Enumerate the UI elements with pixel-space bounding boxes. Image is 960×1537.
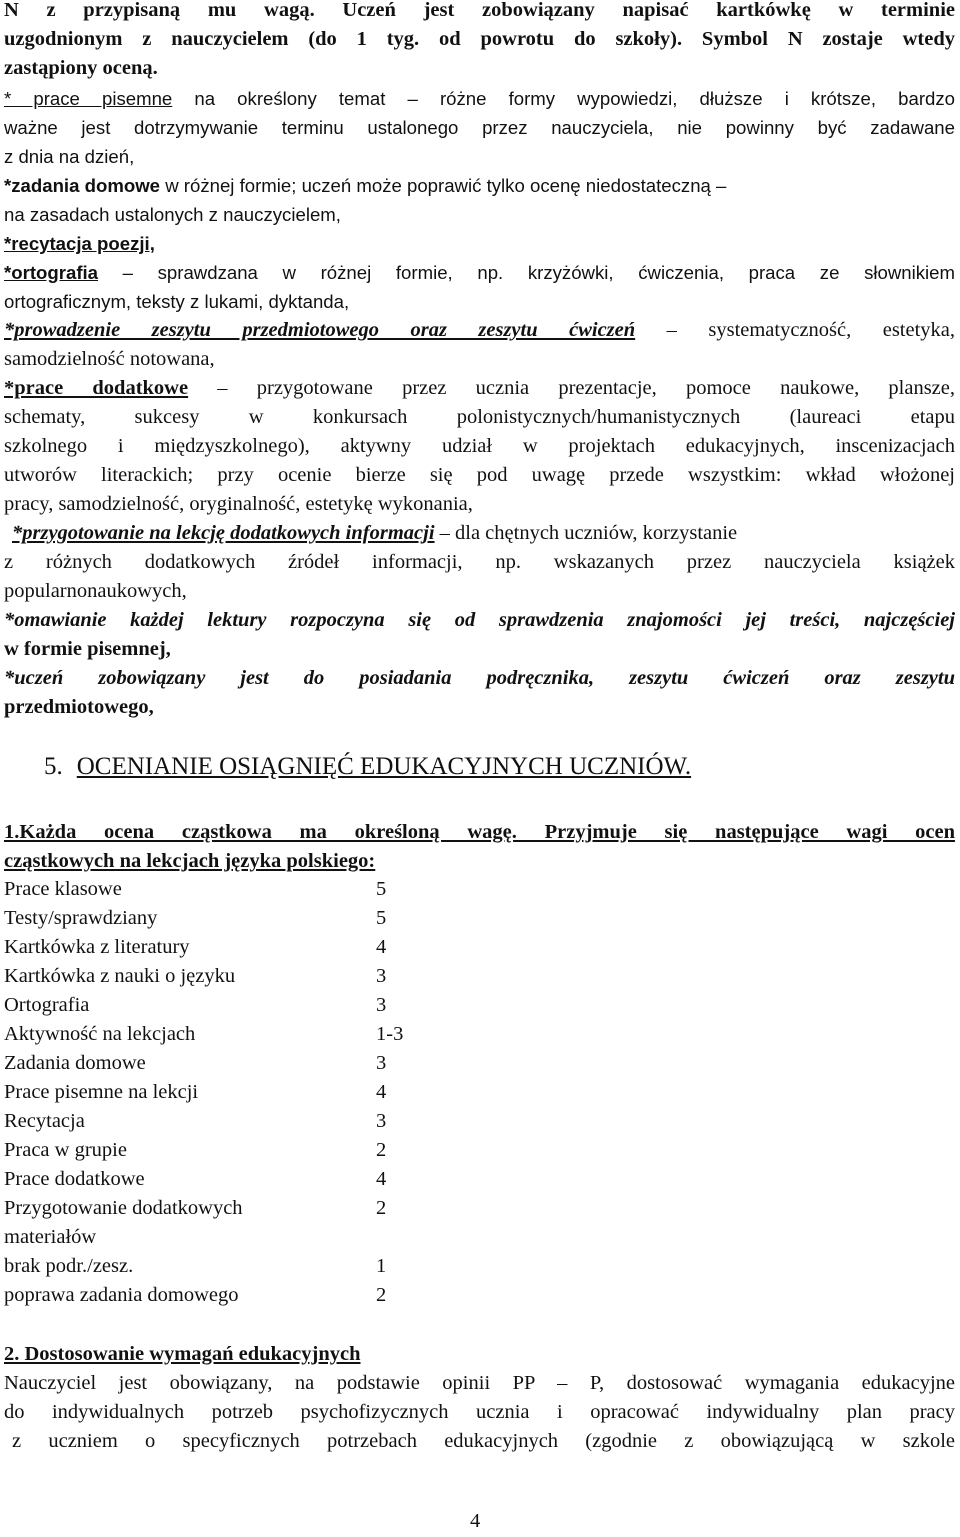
- intro-line-2: uzgodnionym z nauczycielem (do 1 tyg. od powrotu do szkoły). Symbol N zostaje wtedy: [4, 28, 955, 50]
- item-prace-dodatkowe: [4, 374, 955, 403]
- weight-row: [4, 1281, 464, 1310]
- intro-line-1: N z przypisaną mu wagą. Uczeń jest zobowiązany napisać kartkówkę w terminie: [4, 0, 955, 21]
- weight-label: [4, 1049, 344, 1078]
- weight-row: [4, 962, 464, 991]
- zadania-domowe-text: w różnej formie; uczeń może poprawić tylko ocenę niedostateczną –: [165, 175, 727, 196]
- weight-label: [4, 1281, 344, 1310]
- prace-pisemne-label: * prace pisemne: [4, 88, 173, 109]
- weight-label: [4, 1020, 344, 1049]
- weight-label-text: Prace klasowe: [4, 878, 122, 900]
- weight-value: 2: [376, 1139, 387, 1161]
- weight-value: 3: [376, 994, 387, 1016]
- prace-dodatkowe-line-2: schematy, sukcesy w konkursach polonistycznych/humanistycznych (laureaci etapu: [4, 406, 955, 428]
- section-5-heading: [44, 750, 691, 784]
- weight-value: 1-3: [376, 1023, 404, 1045]
- item-lektury: *omawianie każdej lektury rozpoczyna się od sprawdzenia znajomości jej treści, najczęściej: [4, 609, 955, 631]
- prace-dodatkowe-line-5: pracy, samodzielność, oryginalność, estetykę wykonania,: [4, 493, 473, 515]
- subsection-2-line-2: do indywidualnych potrzeb psychofizycznych ucznia i opracować indywidualny plan pracy: [4, 1401, 955, 1423]
- ortografia-text: – sprawdzana w różnej formie, np. krzyżówki, ćwiczenia, praca ze słownikiem: [122, 262, 955, 283]
- prace-dodatkowe-line-3: szkolnego i międzyszkolnego), aktywny udział w projektach edukacyjnych, inscenizacjach: [4, 435, 955, 457]
- weight-label: [4, 1252, 344, 1281]
- weight-value: 2: [376, 1197, 387, 1219]
- przygotowanie-text: – dla chętnych uczniów, korzystanie: [439, 522, 738, 544]
- zadania-domowe-line-2: na zasadach ustalonych z nauczycielem,: [4, 204, 341, 225]
- weight-row: [4, 904, 464, 933]
- weight-label-text: Recytacja: [4, 1110, 85, 1132]
- subsection-1-line-1: 1.Każda ocena cząstkowa ma określoną wagę. Przyjmuje się następujące wagi ocen: [4, 821, 955, 843]
- weight-row: [4, 875, 464, 904]
- prace-dodatkowe-text: – przygotowane przez ucznia prezentacje, pomoce naukowe, plansze,: [217, 377, 955, 399]
- weight-label: [4, 875, 344, 904]
- weight-value: 5: [376, 907, 387, 929]
- weight-row: [4, 1020, 464, 1049]
- item-zadania-domowe: [4, 171, 955, 200]
- weight-value: 3: [376, 965, 387, 987]
- weight-label: [4, 1194, 344, 1252]
- prace-pisemne-line-3: z dnia na dzień,: [4, 146, 135, 167]
- weight-label-text: Zadania domowe: [4, 1052, 146, 1074]
- weight-label-text: Prace dodatkowe: [4, 1168, 145, 1190]
- weight-label-text: Przygotowanie dodatkowych: [4, 1197, 243, 1219]
- prace-pisemne-text: na określony temat – różne formy wypowiedzi, dłuższe i krótsze, bardzo: [194, 88, 955, 109]
- weight-value: 5: [376, 878, 387, 900]
- weight-label-text: Praca w grupie: [4, 1139, 127, 1161]
- item-prace-pisemne: [4, 84, 955, 113]
- prace-dodatkowe-label: *prace dodatkowe: [4, 377, 189, 399]
- weight-row: [4, 1049, 464, 1078]
- weight-label-text: Ortografia: [4, 994, 90, 1016]
- weights-list: [4, 875, 464, 1310]
- item-przygotowanie: [4, 519, 960, 548]
- ortografia-label: *ortografia: [4, 262, 99, 283]
- zeszyt-label: *prowadzenie zeszytu przedmiotowego oraz zeszytu ćwiczeń: [4, 319, 636, 341]
- weight-row: [4, 1194, 464, 1252]
- subsection-2-line-3: z uczniem o specyficznych potrzebach edukacyjnych (zgodnie z obowiązującą w szkole: [12, 1430, 955, 1452]
- weight-row: [4, 1078, 464, 1107]
- intro-line-3: zastąpiony oceną.: [4, 57, 158, 79]
- podrecznik-line-2: przedmiotowego,: [4, 696, 154, 718]
- weight-label-text: Prace pisemne na lekcji: [4, 1081, 199, 1103]
- weight-row: [4, 1165, 464, 1194]
- weight-row: [4, 933, 464, 962]
- weight-value: 3: [376, 1110, 387, 1132]
- weight-value: 4: [376, 1081, 387, 1103]
- weight-label-text: brak podr./zesz.: [4, 1255, 134, 1277]
- weight-label-text: poprawa zadania domowego: [4, 1284, 239, 1306]
- weight-label: [4, 962, 344, 991]
- weight-label-text: Aktywność na lekcjach: [4, 1023, 196, 1045]
- weight-label: [4, 1165, 344, 1194]
- weight-label: [4, 1078, 344, 1107]
- weight-label-text-cont: materiałów: [4, 1226, 97, 1248]
- weight-label: [4, 933, 344, 962]
- item-recytacja: *recytacja poezji,: [4, 233, 155, 254]
- przygotowanie-label: *przygotowanie na lekcję dodatkowych informacji: [12, 522, 435, 544]
- weight-label: [4, 1107, 344, 1136]
- item-podrecznik: *uczeń zobowiązany jest do posiadania podręcznika, zeszytu ćwiczeń oraz zeszytu: [4, 667, 955, 689]
- weight-value: 4: [376, 936, 387, 958]
- weight-label: [4, 1136, 344, 1165]
- section-5-title: OCENIANIE OSIĄGNIĘĆ EDUKACYJNYCH UCZNIÓW.: [76, 753, 692, 780]
- weight-value: 1: [376, 1255, 387, 1277]
- zeszyt-text: – systematyczność, estetyka,: [666, 319, 956, 341]
- ortografia-line-2: ortograficznym, teksty z lukami, dyktanda,: [4, 291, 350, 312]
- przygotowanie-line-3: popularnonaukowych,: [4, 580, 187, 602]
- page-number: 4: [470, 1510, 481, 1532]
- zeszyt-line-2: samodzielność notowana,: [4, 348, 215, 370]
- weight-value: 2: [376, 1284, 387, 1306]
- weight-row: [4, 991, 464, 1020]
- przygotowanie-line-2: z różnych dodatkowych źródeł informacji, np. wskazanych przez nauczyciela książek: [4, 551, 955, 573]
- zadania-domowe-label: *zadania domowe: [4, 175, 161, 196]
- weight-value: 4: [376, 1168, 387, 1190]
- section-5-number: 5.: [44, 753, 63, 780]
- weight-label: [4, 991, 344, 1020]
- weight-label: [4, 904, 344, 933]
- weight-value: 3: [376, 1052, 387, 1074]
- weight-row: [4, 1252, 464, 1281]
- subsection-2-heading: 2. Dostosowanie wymagań edukacyjnych: [4, 1343, 361, 1365]
- weight-row: [4, 1136, 464, 1165]
- lektury-line-2: w formie pisemnej,: [4, 638, 171, 660]
- subsection-1-line-2: cząstkowych na lekcjach języka polskiego:: [4, 850, 376, 872]
- item-ortografia: [4, 258, 955, 287]
- item-zeszyt: [4, 316, 955, 345]
- weight-label-text: Kartkówka z literatury: [4, 936, 190, 958]
- prace-dodatkowe-line-4: utworów literackich; przy ocenie bierze się pod uwagę przede wszystkim: wkład włożonej: [4, 464, 955, 486]
- weight-label-text: Testy/sprawdziany: [4, 907, 158, 929]
- subsection-2-line-1: Nauczyciel jest obowiązany, na podstawie opinii PP – P, dostosować wymagania edukacyjne: [4, 1372, 955, 1394]
- prace-pisemne-line-2: ważne jest dotrzymywanie terminu ustalonego przez nauczyciela, nie powinny być zadawane: [4, 117, 955, 138]
- weight-label-text: Kartkówka z nauki o języku: [4, 965, 236, 987]
- weight-row: [4, 1107, 464, 1136]
